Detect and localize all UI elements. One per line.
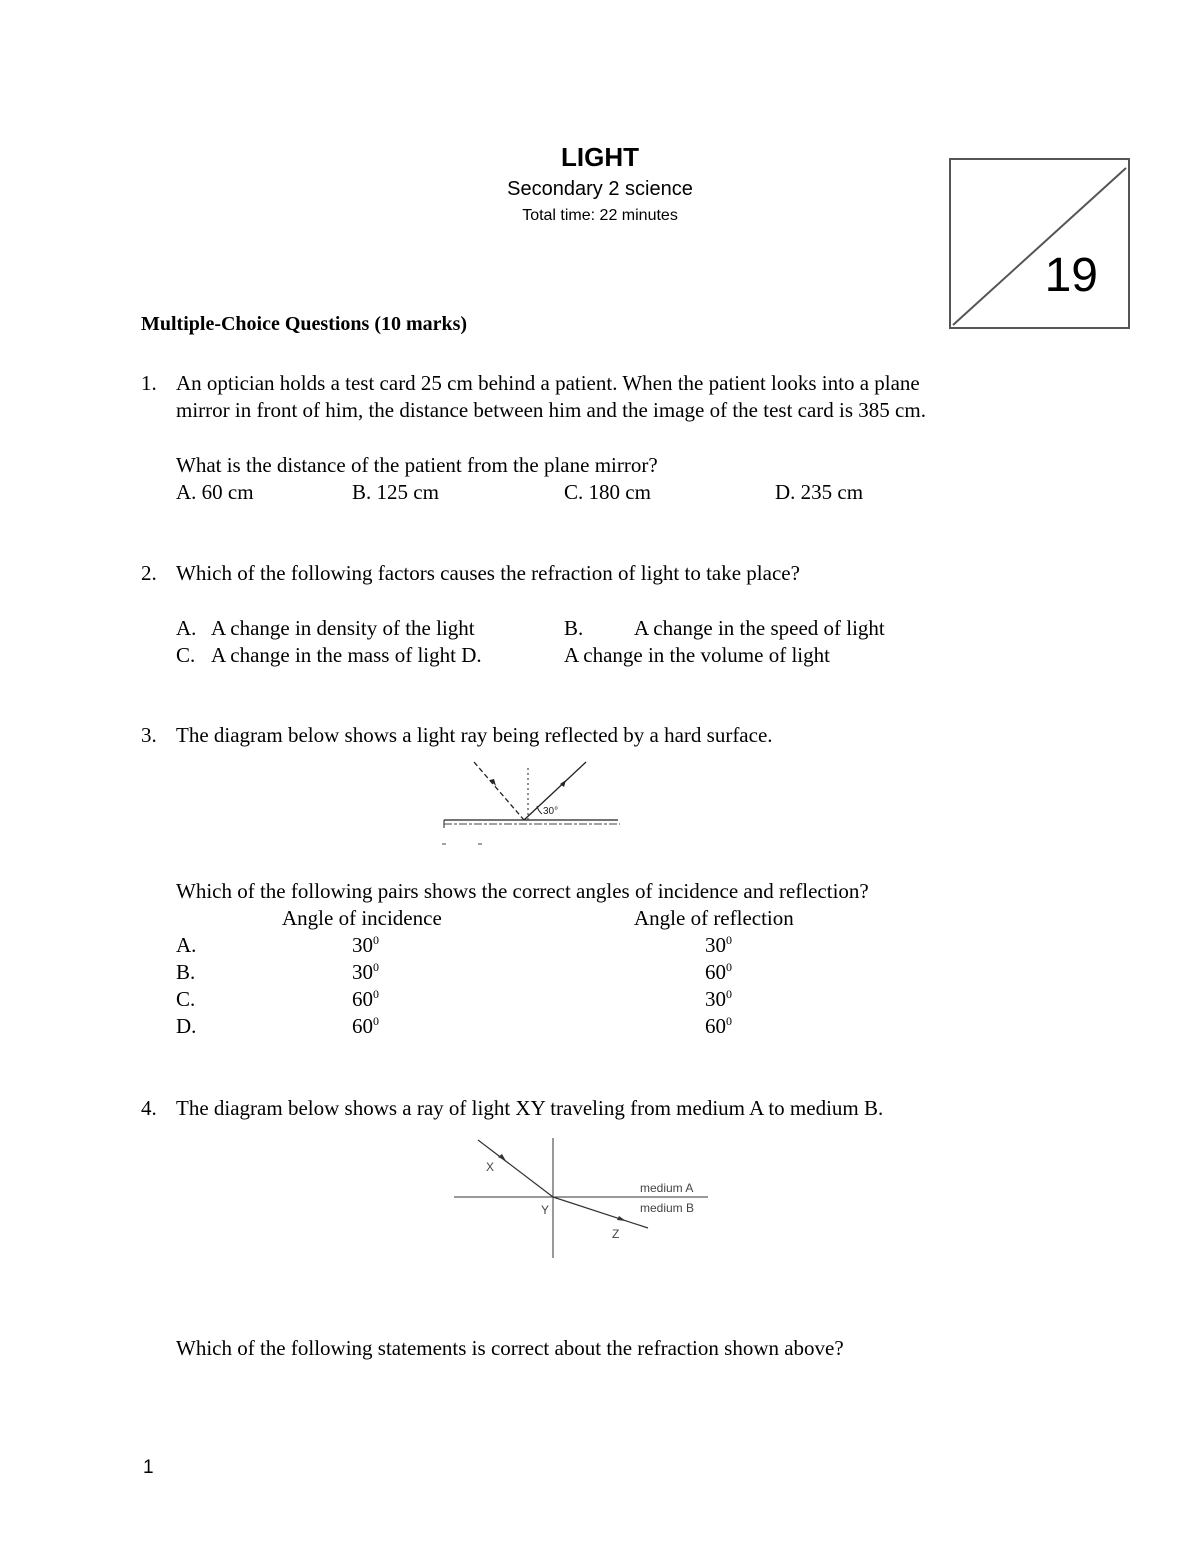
angle-label: 30° xyxy=(543,806,559,817)
label-medium-a: medium A xyxy=(640,1181,694,1195)
score-box-diagonal xyxy=(951,160,1128,327)
label-y: Y xyxy=(541,1203,550,1217)
q3-row-d-incidence: $60^0$ xyxy=(352,1014,379,1038)
q4-number: 4. xyxy=(141,1096,157,1120)
q2-option-c-letter: C. xyxy=(176,643,196,667)
q3-row-a-letter: A. xyxy=(176,933,197,957)
q4-question: Which of the following statements is correct about the refraction shown above? xyxy=(176,1336,844,1360)
q2-number: 2. xyxy=(141,561,157,585)
label-medium-b: medium B xyxy=(640,1201,695,1215)
score-box xyxy=(949,158,1130,329)
incident-ray xyxy=(474,762,524,820)
q2-question: Which of the following factors causes the refraction of light to take place? xyxy=(176,561,800,585)
q3-col-incidence: Angle of incidence xyxy=(282,906,442,930)
q3-col-reflection: Angle of reflection xyxy=(634,906,794,930)
q1-line2: mirror in front of him, the distance between him and the image of the test card is 385 cm. xyxy=(176,398,926,422)
q3-row-d-reflection: $60^0$ xyxy=(705,1014,732,1038)
q1-option-d: D. 235 cm xyxy=(775,480,864,504)
refraction-diagram xyxy=(450,1136,716,1260)
q2-option-a: A change in density of the light xyxy=(211,616,475,640)
incident-arrow xyxy=(498,1154,506,1161)
q3-row-c-letter: C. xyxy=(176,987,196,1011)
q3-row-b-letter: B. xyxy=(176,960,196,984)
section-title: Multiple-Choice Questions (10 marks) xyxy=(141,313,468,335)
label-z: Z xyxy=(612,1227,620,1241)
q1-number: 1. xyxy=(141,371,157,395)
q3-row-a-incidence: $30^0$ xyxy=(352,933,379,957)
page-subtitle: Secondary 2 science xyxy=(507,178,693,200)
q2-option-b-letter: B. xyxy=(564,616,584,640)
angle-arc xyxy=(537,806,542,814)
q4-intro: The diagram below shows a ray of light XY traveling from medium A to medium B. xyxy=(176,1096,884,1120)
total-time: Total time: 22 minutes xyxy=(522,207,678,224)
page-title: LIGHT xyxy=(561,142,639,172)
q3-row-b-reflection: $60^0$ xyxy=(705,960,732,984)
q3-row-a-reflection: $30^0$ xyxy=(705,933,732,957)
q2-option-c: A change in the mass of light D. xyxy=(211,643,482,667)
q1-option-b: B. 125 cm xyxy=(352,480,439,504)
reflection-diagram xyxy=(438,758,628,850)
refracted-arrow xyxy=(617,1216,626,1221)
q3-intro: The diagram below shows a light ray being reflected by a hard surface. xyxy=(176,723,773,747)
q1-option-c: C. 180 cm xyxy=(564,480,651,504)
q1-question: What is the distance of the patient from the plane mirror? xyxy=(176,453,658,477)
score-value: 19 xyxy=(1044,249,1098,302)
q3-row-b-incidence: $30^0$ xyxy=(352,960,379,984)
refracted-ray xyxy=(553,1197,648,1228)
q3-number: 3. xyxy=(141,723,157,747)
q3-question: Which of the following pairs shows the correct angles of incidence and reflection? xyxy=(176,879,869,903)
q2-option-a-letter: A. xyxy=(176,616,197,640)
label-x: X xyxy=(486,1160,495,1174)
q2-option-b: A change in the speed of light xyxy=(634,616,885,640)
q3-row-d-letter: D. xyxy=(176,1014,197,1038)
q3-row-c-reflection: $30^0$ xyxy=(705,987,732,1011)
q3-row-c-incidence: $60^0$ xyxy=(352,987,379,1011)
page-number: 1 xyxy=(143,1457,154,1478)
q1-option-a: A. 60 cm xyxy=(176,480,254,504)
q1-line1: An optician holds a test card 25 cm behind a patient. When the patient looks into a plane xyxy=(176,371,920,395)
q2-option-d: A change in the volume of light xyxy=(564,643,830,667)
